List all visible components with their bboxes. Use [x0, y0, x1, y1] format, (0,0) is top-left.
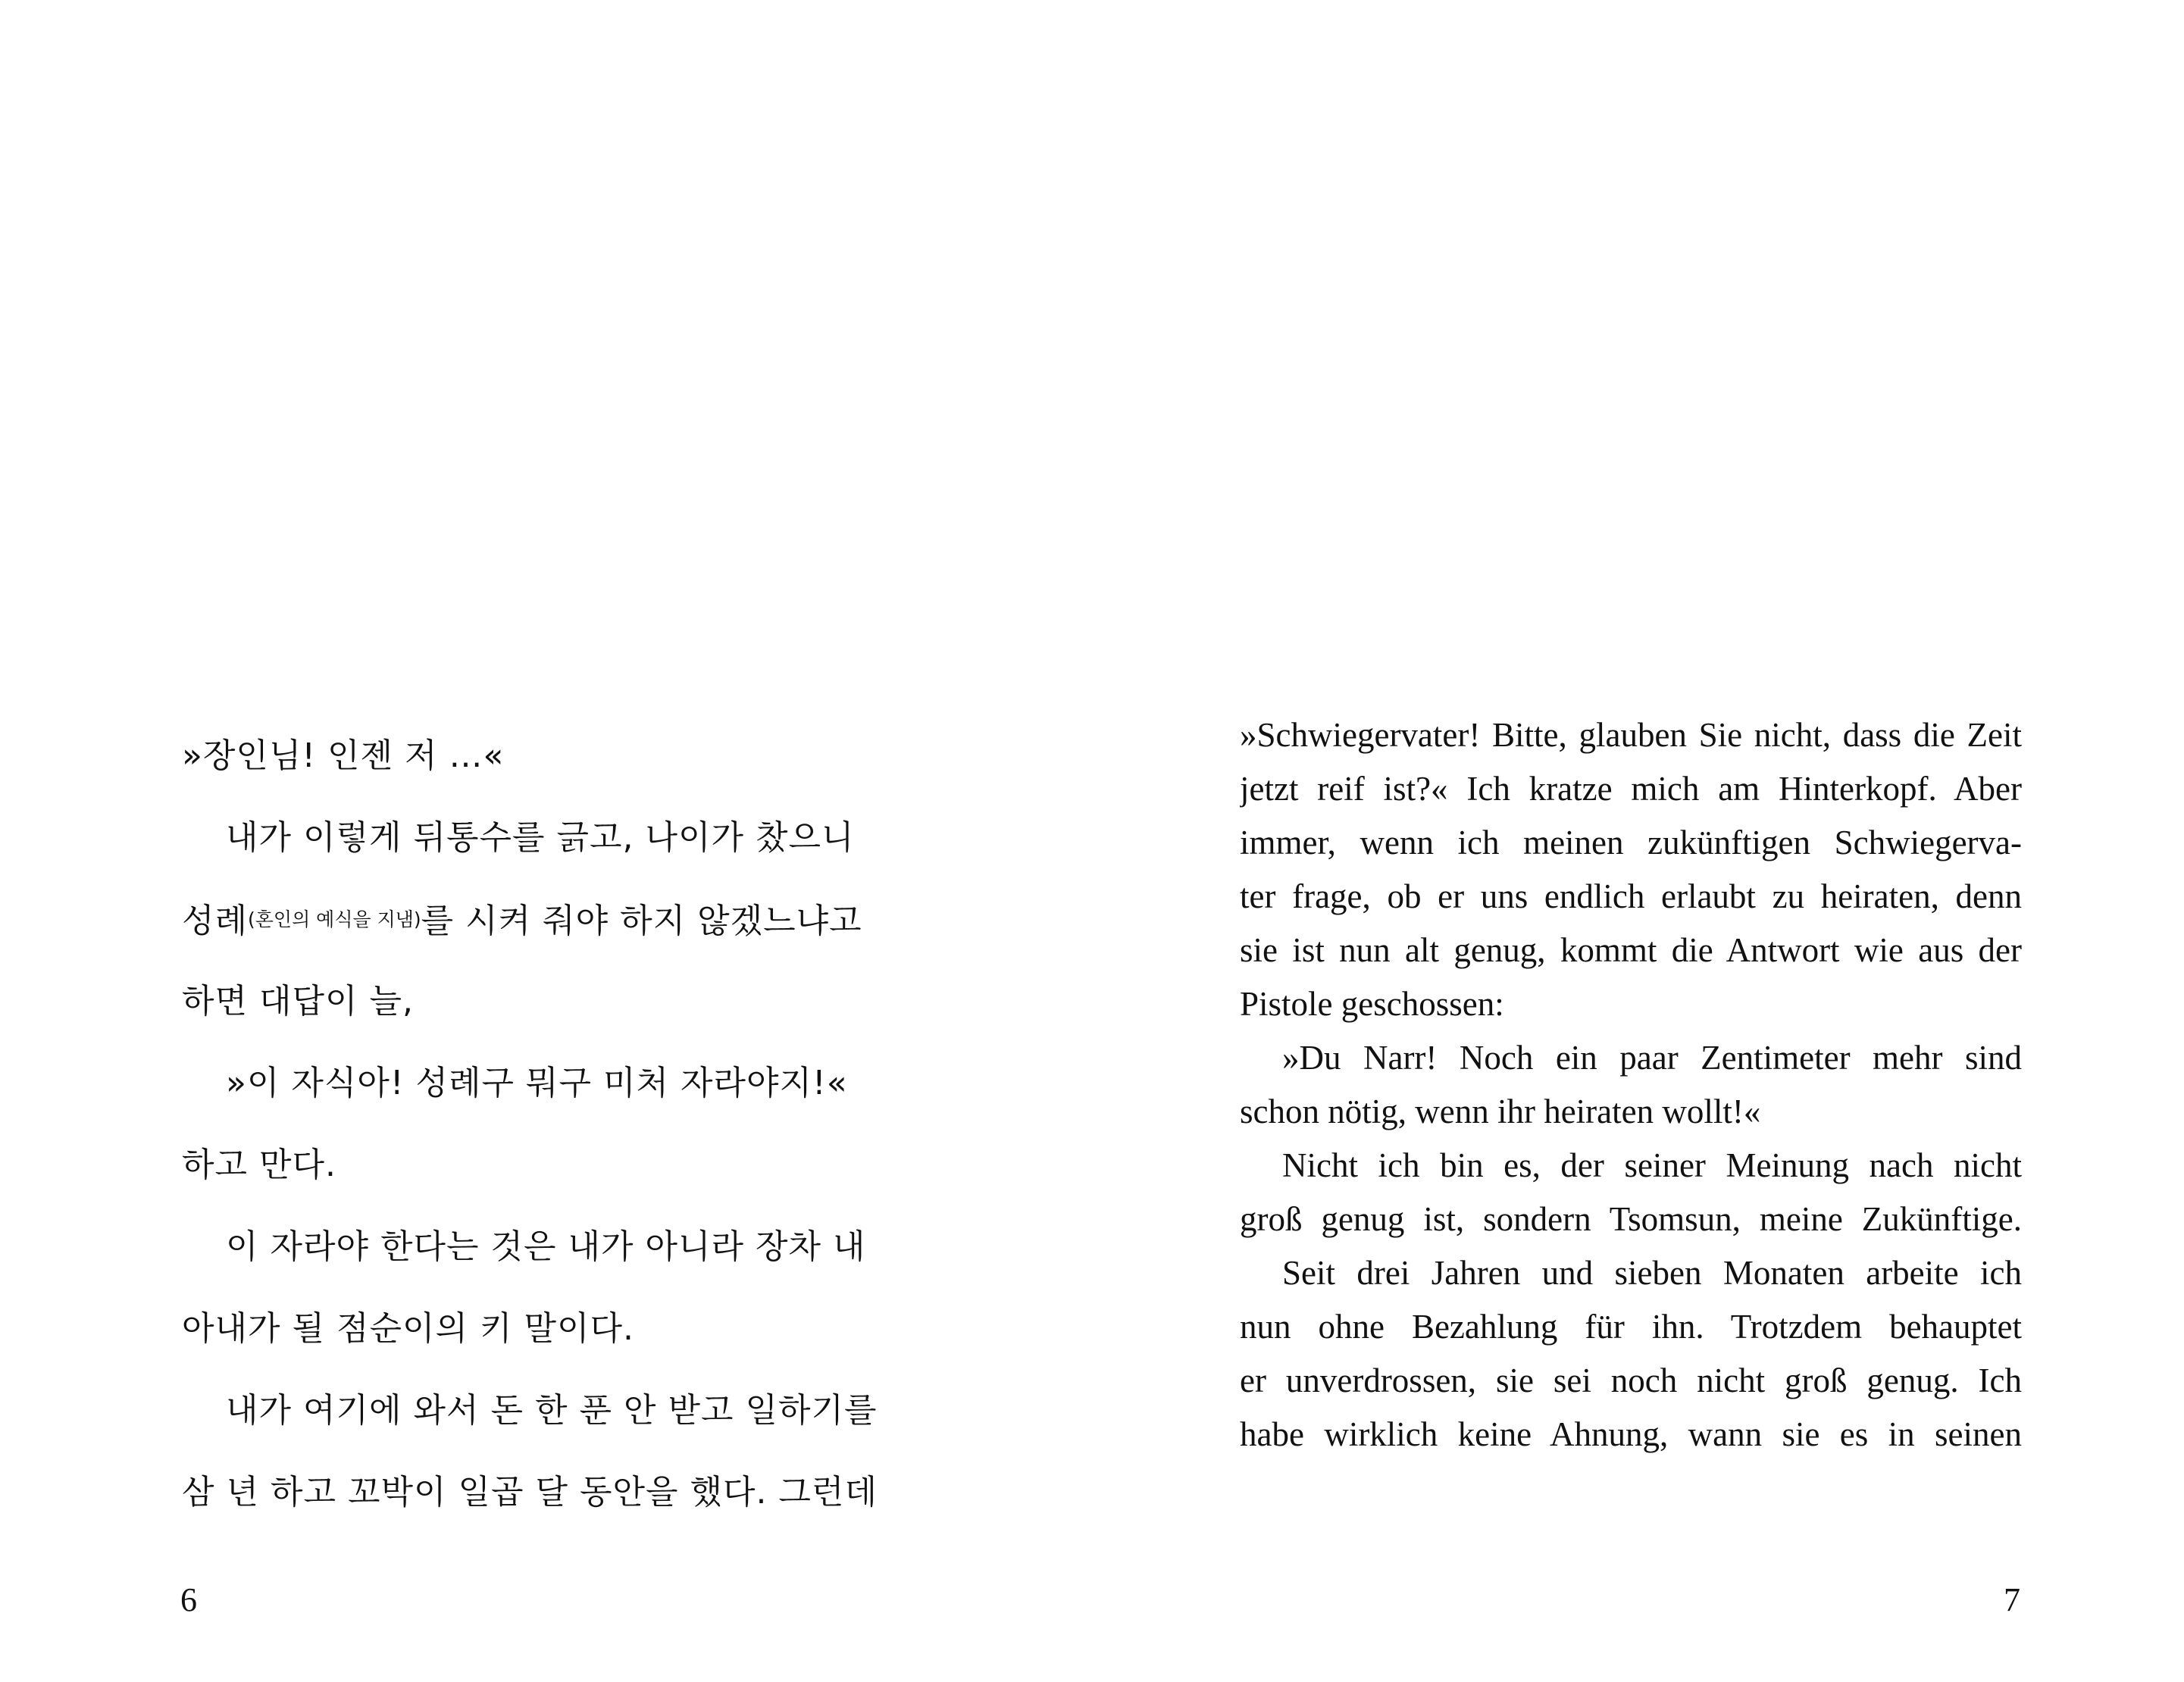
german-text-line: Seit drei Jahren und sieben Monaten arbeite ich — [1282, 1254, 2022, 1292]
korean-text-line: »장인님! 인젠 저 …« — [182, 736, 505, 775]
right-page — [1092, 0, 2184, 1682]
german-text-line: jetzt reif ist?« Ich kratze mich am Hinterkopf. Aber — [1240, 770, 2022, 808]
german-text-line: er unverdrossen, sie sei noch nicht groß genug. Ich — [1240, 1362, 2022, 1399]
korean-gloss: (혼인의 예식을 지냄) — [248, 908, 421, 930]
german-text-line: sie ist nun alt genug, kommt die Antwort wie aus der — [1240, 931, 2022, 969]
korean-text-line: 삼 년 하고 꼬박이 일곱 달 동안을 했다. 그런데 — [182, 1473, 878, 1512]
german-text-line: »Schwiegervater! Bitte, glauben Sie nicht, dass die Zeit — [1240, 716, 2022, 754]
german-text-line: groß genug ist, sondern Tsomsun, meine Zukünftige. — [1240, 1200, 2022, 1238]
korean-text-line: 하고 만다. — [182, 1146, 336, 1184]
korean-text-line: 아내가 될 점순이의 키 말이다. — [182, 1309, 634, 1348]
german-text-line: Pistole geschossen: — [1240, 985, 1504, 1023]
german-text-line: »Du Narr! Noch ein paar Zentimeter mehr sind — [1282, 1039, 2022, 1077]
korean-text-rest: 를 시켜 줘야 하지 않겠느냐고 — [421, 902, 862, 940]
german-text-line: immer, wenn ich meinen zukünftigen Schwiegerva- — [1240, 824, 2022, 861]
german-text-line: Nicht ich bin es, der seiner Meinung nach nicht — [1282, 1146, 2022, 1184]
korean-text-line: 하면 대답이 늘, — [182, 982, 414, 1021]
german-text-line: nun ohne Bezahlung für ihn. Trotzdem behauptet — [1240, 1308, 2022, 1346]
german-text-line: schon nötig, wenn ihr heiraten wollt!« — [1240, 1093, 1761, 1130]
korean-text-line: 내가 여기에 와서 돈 한 푼 안 받고 일하기를 — [226, 1391, 878, 1430]
korean-word: 성례 — [182, 902, 249, 940]
korean-text-line: »이 자식아! 성례구 뭐구 미처 자라야지!« — [226, 1064, 848, 1102]
korean-text-line: 이 자라야 한다는 것은 내가 아니라 장차 내 — [226, 1227, 866, 1266]
page-number: 7 — [2004, 1581, 2020, 1618]
korean-text-line — [182, 897, 862, 944]
page-number: 6 — [180, 1581, 197, 1618]
german-text-line: habe wirklich keine Ahnung, wann sie es in seinen — [1240, 1415, 2022, 1453]
korean-text-line: 내가 이렇게 뒤통수를 긁고, 나이가 찼으니 — [226, 818, 855, 857]
german-text-line: ter frage, ob er uns endlich erlaubt zu heiraten, denn — [1240, 877, 2022, 915]
